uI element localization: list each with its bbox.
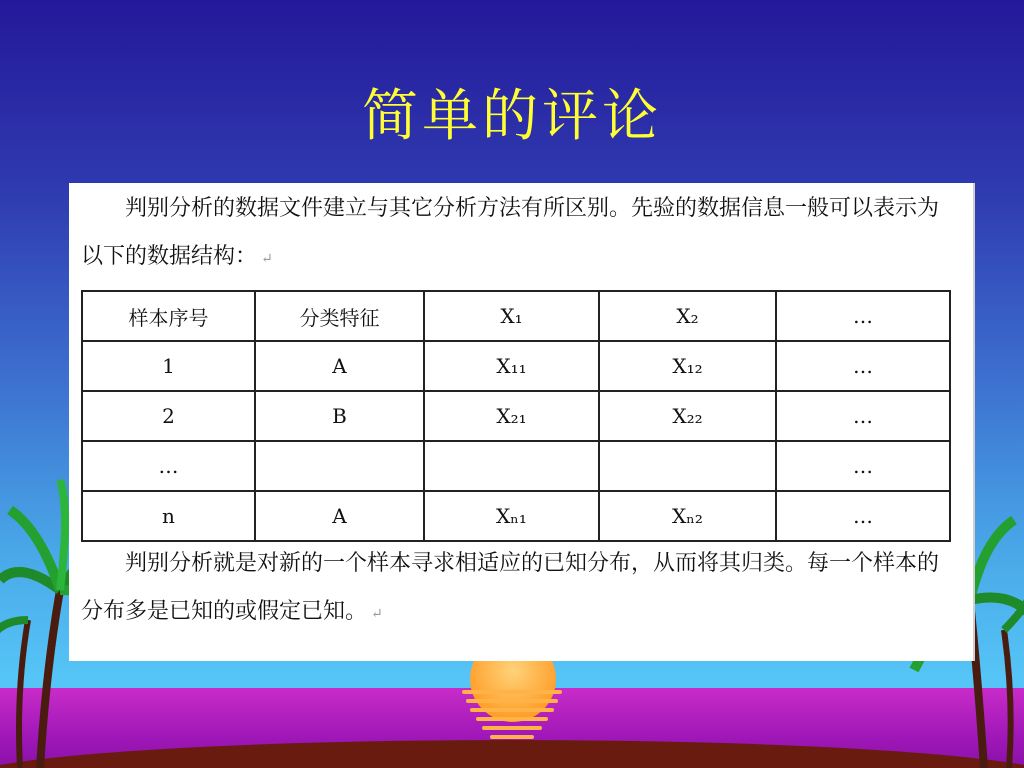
sun-reflection <box>490 735 534 739</box>
intro-text: 判别分析的数据文件建立与其它分析方法有所区别。先验的数据信息一般可以表示为以下的数据结构： <box>81 196 940 269</box>
header-cell: X₂ <box>599 291 776 341</box>
header-cell: … <box>776 291 950 341</box>
header-cell: 分类特征 <box>255 291 424 341</box>
sun-reflection <box>476 717 548 721</box>
table-header-row <box>82 291 950 341</box>
return-mark-icon: ↵ <box>261 251 273 267</box>
table-row <box>82 341 950 391</box>
table-cell: A <box>255 491 424 541</box>
table-cell: 2 <box>82 391 255 441</box>
table-cell: … <box>776 341 950 391</box>
table-cell <box>599 441 776 491</box>
return-mark-icon: ↵ <box>371 606 383 622</box>
table-cell: n <box>82 491 255 541</box>
conclusion-paragraph <box>81 540 951 638</box>
table-row <box>82 391 950 441</box>
table-cell: X₁₁ <box>424 341 599 391</box>
content-panel <box>69 183 975 661</box>
header-cell: X₁ <box>424 291 599 341</box>
table-row <box>82 491 950 541</box>
table-cell: Xₙ₂ <box>599 491 776 541</box>
table-cell <box>255 441 424 491</box>
table-cell: B <box>255 391 424 441</box>
table-cell <box>424 441 599 491</box>
table-cell: X₁₂ <box>599 341 776 391</box>
intro-paragraph <box>81 185 951 283</box>
table-cell: … <box>776 391 950 441</box>
sun-reflection <box>462 690 562 694</box>
table-cell: Xₙ₁ <box>424 491 599 541</box>
table-cell: … <box>82 441 255 491</box>
table-cell: X₂₁ <box>424 391 599 441</box>
table-cell: … <box>776 441 950 491</box>
table-cell: 1 <box>82 341 255 391</box>
sun-reflection <box>470 708 554 712</box>
table-cell: X₂₂ <box>599 391 776 441</box>
table-cell: A <box>255 341 424 391</box>
table-cell: … <box>776 491 950 541</box>
header-cell: 样本序号 <box>82 291 255 341</box>
data-structure-table <box>81 290 951 542</box>
sun-reflection <box>482 726 542 730</box>
table-row <box>82 441 950 491</box>
conclusion-text: 判别分析就是对新的一个样本寻求相适应的已知分布，从而将其归类。每一个样本的分布多是已知的或假定已知。 <box>81 551 940 624</box>
sun-reflection <box>466 699 558 703</box>
slide-title: 简单的评论 <box>362 84 662 149</box>
